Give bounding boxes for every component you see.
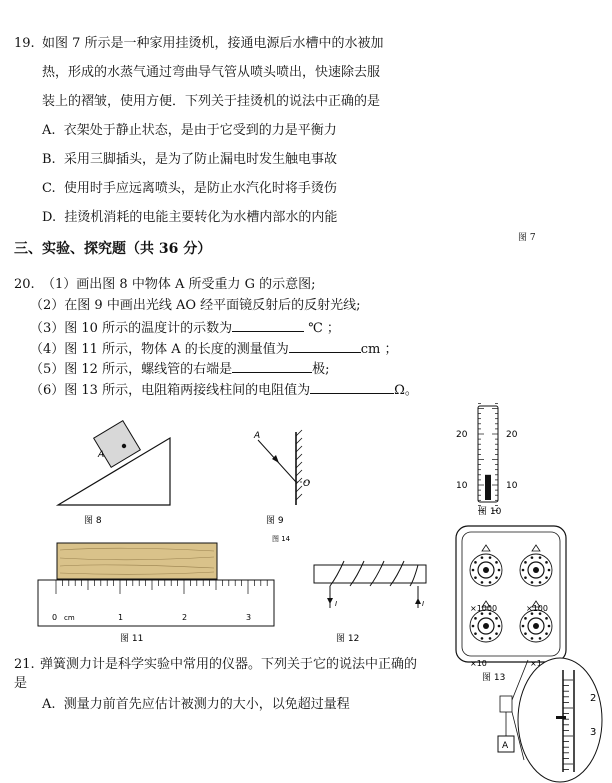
dial-label-x1000: ×1000 xyxy=(470,604,498,613)
item-label: （4） xyxy=(30,342,65,357)
option-label: C. xyxy=(42,181,56,196)
tick-label-20-right: 20 xyxy=(506,430,518,440)
magnifier-circle xyxy=(518,658,602,782)
item-text: 图 12 所示，螺线管的右端是 xyxy=(64,362,233,377)
q19-stem-line3: 装上的褶皱，使用方便．下列关于挂烫机的说法中正确的是 xyxy=(42,94,381,109)
ruler-label-2: 2 xyxy=(182,613,188,622)
fig9-point-label: O xyxy=(303,479,311,489)
option-label: D. xyxy=(42,210,57,225)
q19-stem-line1: 如图 7 所示是一种家用挂烫机，接通电源后水槽中的水被加 xyxy=(42,36,384,51)
fig14-spring-scale xyxy=(498,658,602,782)
weight-label: A xyxy=(502,741,509,751)
item-suffix: 极; xyxy=(312,362,330,377)
option-label: B. xyxy=(42,152,56,167)
ruler-label-3: 3 xyxy=(246,613,252,622)
option-text: 采用三脚插头，是为了防止漏电时发生触电事故 xyxy=(63,152,337,167)
option-text: 衣架处于静止状态，是由于它受到的力是平衡力 xyxy=(63,123,337,138)
option-text: 测量力前首先应估计被测力的大小，以免超过量程 xyxy=(63,697,350,712)
q21-stem-line2: 是 xyxy=(14,676,28,691)
fig10-thermometer xyxy=(456,403,518,517)
fig13-caption: 图 13 xyxy=(482,673,506,683)
ruler-label-1: 1 xyxy=(118,613,124,622)
fig8-object-label: A xyxy=(98,450,105,460)
tick-label-10-right: 10 xyxy=(506,481,518,491)
option-text: 使用时手应远离喷头，是防止水汽化时将手烫伤 xyxy=(63,181,337,196)
q21-option-a xyxy=(42,697,350,713)
q21-stem-line1: 弹簧测力计是科学实验中常用的仪器。下列关于它的说法中正确的 xyxy=(40,657,418,672)
scale-label-3: 3 xyxy=(590,727,597,738)
item-suffix: Ω。 xyxy=(394,383,418,398)
item-label: （5） xyxy=(30,362,65,377)
item-label: （3） xyxy=(30,321,65,336)
fig9-mirror-diagram xyxy=(253,430,310,526)
fig12-solenoid xyxy=(314,561,426,644)
tick-label-10-left: 10 xyxy=(456,481,468,491)
item-label: （2） xyxy=(30,298,65,313)
ruler-label-unit: cm xyxy=(64,614,75,622)
option-label: A. xyxy=(42,697,56,712)
option-text: 挂烫机消耗的电能主要转化为水槽内部水的内能 xyxy=(64,210,338,225)
item-text: 画出图 8 中物体 A 所受重力 G 的示意图; xyxy=(76,277,316,292)
current-arrow-left xyxy=(327,598,333,604)
center-of-mass-dot xyxy=(122,444,126,448)
resistance-box-frame xyxy=(456,526,566,662)
q21-number: 21. xyxy=(14,657,35,672)
q19-stem-line2: 热，形成的水蒸气通过弯曲导气管从喷头喷出，快速除去服 xyxy=(42,65,381,80)
fig8-incline-diagram xyxy=(58,421,170,526)
fig8-caption: 图 8 xyxy=(84,516,102,526)
section-heading: 三、实验、探究题（共 36 分） xyxy=(14,241,212,257)
fig9-caption: 图 9 xyxy=(266,516,284,526)
item-text: 在图 9 中画出光线 AO 经平面镜反射后的反射光线; xyxy=(64,298,361,313)
fig10-caption: 图 10 xyxy=(478,507,502,517)
current-label-right: I xyxy=(422,600,425,608)
item-suffix: ℃ ； xyxy=(304,321,340,336)
fig14-caption-fragment: 图 14 xyxy=(272,535,291,543)
dial-label-x10: ×10 xyxy=(470,659,487,668)
scale-pointer xyxy=(556,716,566,719)
current-arrow-right xyxy=(415,598,421,604)
ruler-label-0: 0 xyxy=(52,613,58,622)
solenoid-core xyxy=(314,565,426,583)
tick-label-20-left: 20 xyxy=(456,430,468,440)
item-label: （6） xyxy=(30,383,65,398)
fig11-ruler-diagram xyxy=(38,543,274,644)
fig12-caption: 图 12 xyxy=(336,634,360,644)
dial-label-x1: ×1 xyxy=(530,659,542,668)
scale-label-2: 2 xyxy=(590,693,597,704)
spring-scale-body xyxy=(500,696,512,712)
item-text: 图 13 所示，电阻箱两接线柱间的电阻值为 xyxy=(64,383,311,398)
fig11-caption: 图 11 xyxy=(120,634,144,644)
fig7-caption: 图 7 xyxy=(518,233,536,243)
item-text: 图 11 所示，物体 A 的长度的测量值为 xyxy=(64,342,289,357)
mercury-column xyxy=(485,475,491,500)
fig9-ray-label: A xyxy=(254,431,261,441)
item-label: （1） xyxy=(42,277,77,292)
dial-label-x100: ×100 xyxy=(526,604,548,613)
q19-number: 19. xyxy=(14,36,35,51)
option-label: A. xyxy=(42,123,56,138)
item-text: 图 10 所示的温度计的示数为 xyxy=(64,321,233,336)
q20-number: 20. xyxy=(14,277,35,292)
mirror-hatching xyxy=(296,430,302,500)
current-label-left: I xyxy=(335,600,338,608)
item-suffix: cm ； xyxy=(360,342,398,357)
